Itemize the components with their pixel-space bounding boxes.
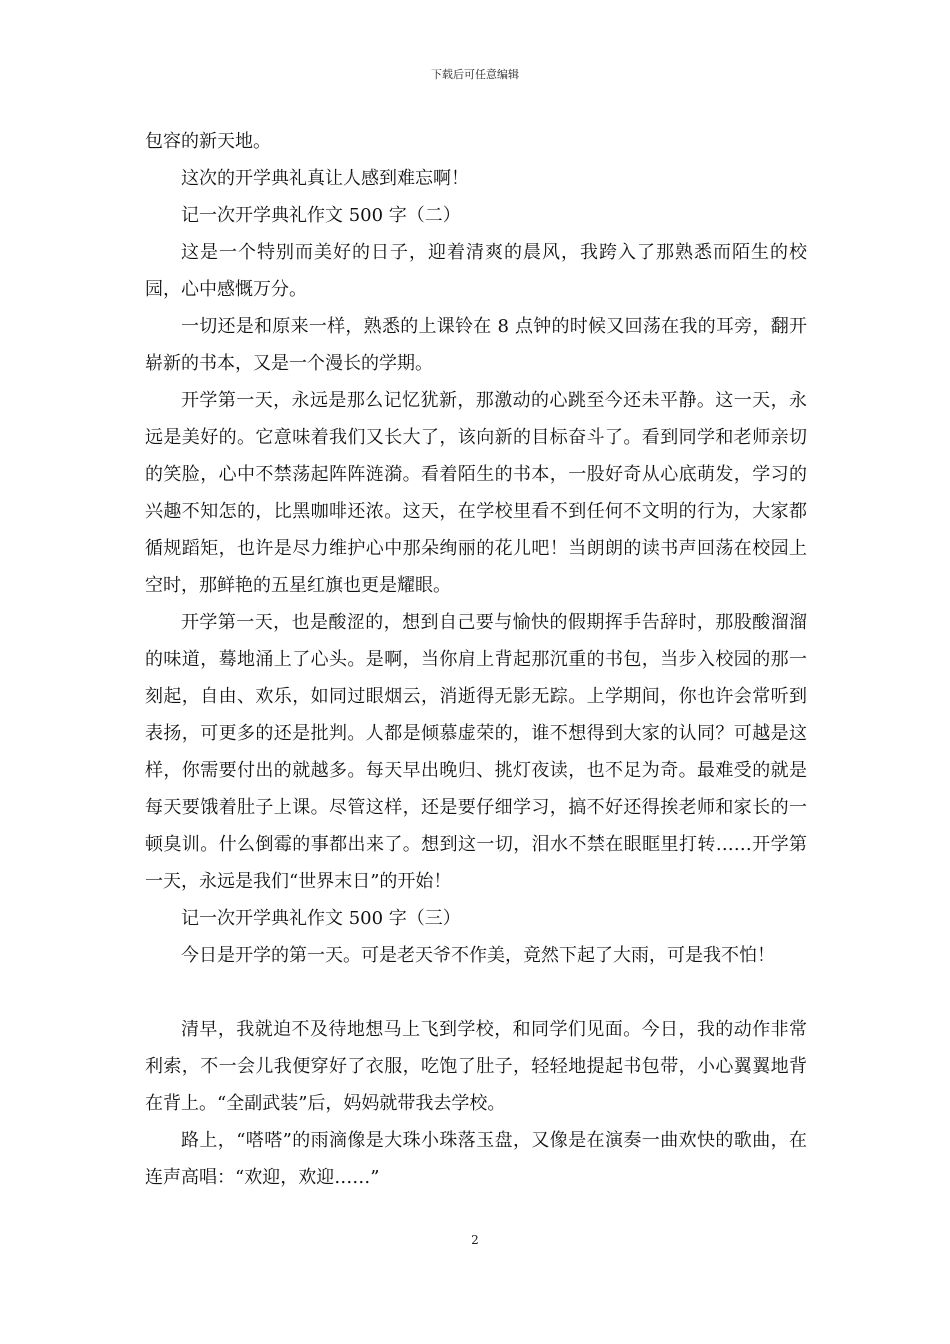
paragraph: 这次的开学典礼真让人感到难忘啊！ xyxy=(181,168,469,189)
page-header: 下载后可任意编辑 xyxy=(431,68,519,81)
document-body xyxy=(145,123,807,1196)
paragraph: 清早，我就迫不及待地想马上飞到学校，和同学们见面。今日，我的动作非常利索，不一会儿我便穿好了衣服，吃饱了肚子，轻轻地提起书包带，小心翼翼地背在背上。“全副武装”后，妈妈就带我去学校。 xyxy=(145,1019,807,1114)
page-number: 2 xyxy=(471,1233,479,1247)
paragraph: 这是一个特别而美好的日子，迎着清爽的晨风，我跨入了那熟悉而陌生的校园，心中感慨万分。 xyxy=(145,242,807,300)
paragraph: 包容的新天地。 xyxy=(145,131,271,152)
paragraph: 记一次开学典礼作文 500 字（二） xyxy=(181,205,461,226)
paragraph: 今日是开学的第一天。可是老天爷不作美，竟然下起了大雨，可是我不怕！ xyxy=(181,945,775,966)
paragraph: 开学第一天，也是酸涩的，想到自己要与愉快的假期挥手告辞时，那股酸溜溜的味道，蓦地涌上了心头。是啊，当你肩上背起那沉重的书包，当步入校园的那一刻起，自由、欢乐，如同过眼烟云，消逝得无影无踪。上学期间，你也许会常听到表扬，可更多的还是批判。人都是倾慕虚荣的，谁不想得到大家的认同？可越是这样，你需要付出的就越多。每天早出晚归、挑灯夜读，也不足为奇。最难受的就是每天要饿着肚子上课。尽管这样，还是要仔细学习，搞不好还得挨老师和家长的一顿臭训。什么倒霉的事都出来了。想到这一切，泪水不禁在眼眶里打转……开学第一天，永远是我们“世界末日”的开始！ xyxy=(145,612,807,892)
paragraph: 开学第一天，永远是那么记忆犹新，那激动的心跳至今还未平静。这一天，永远是美好的。它意味着我们又长大了，该向新的目标奋斗了。看到同学和老师亲切的笑脸，心中不禁荡起阵阵涟漪。看着陌生的书本，一股好奇从心底萌发，学习的兴趣不知怎的，比黑咖啡还浓。这天，在学校里看不到任何不文明的行为，大家都循规蹈矩，也许是尽力维护心中那朵绚丽的花儿吧！当朗朗的读书声回荡在校园上空时，那鲜艳的五星红旗也更是耀眼。 xyxy=(145,390,807,596)
paragraph: 记一次开学典礼作文 500 字（三） xyxy=(181,908,461,929)
paragraph: 一切还是和原来一样，熟悉的上课铃在 8 点钟的时候又回荡在我的耳旁，翻开崭新的书本，又是一个漫长的学期。 xyxy=(145,316,807,374)
paragraph: 路上，“嗒嗒”的雨滴像是大珠小珠落玉盘，又像是在演奏一曲欢快的歌曲，在连声高唱：“欢迎，欢迎……” xyxy=(145,1130,807,1188)
